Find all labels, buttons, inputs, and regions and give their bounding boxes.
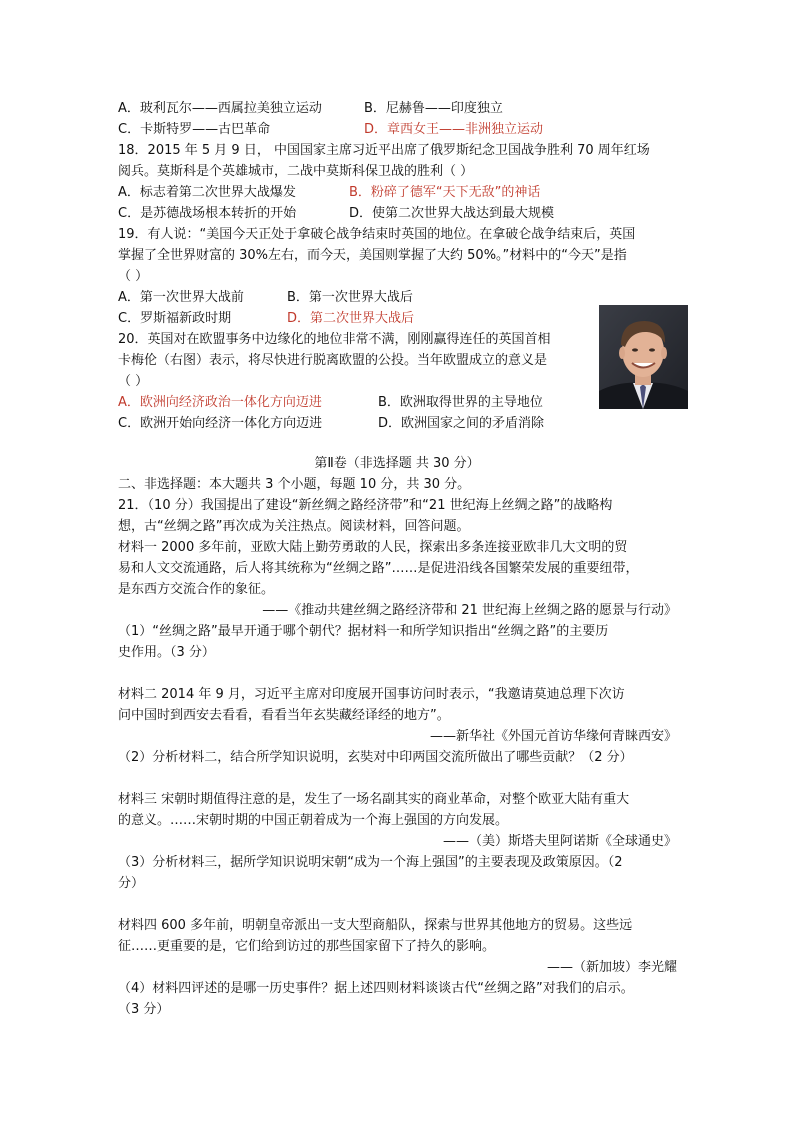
q19-stem-line2: 掌握了全世界财富的 30%左右，而今天，美国则掌握了大约 50%。”材料中的“今天”是指 [118, 248, 627, 263]
subquestion1-line1: （1）“丝绸之路”最早开通于哪个朝代？据材料一和所学知识指出“丝绸之路”的主要历 [118, 624, 609, 639]
subquestion2: （2）分析材料二，结合所学知识说明，玄奘对中印两国交流所做出了哪些贡献？（2 分） [118, 750, 633, 765]
material3-line1: 材料三 宋朝时期值得注意的是，发生了一场名副其实的商业革命，对整个欧亚大陆有重大 [118, 792, 630, 807]
q21-stem-line2: 想，古“丝绸之路”再次成为关注热点。阅读材料，回答问题。 [118, 519, 470, 534]
material3-source: ——（美）斯塔夫里阿诺斯《全球通史》 [442, 834, 677, 849]
q18-stem-line1: 18．2015 年 5 月 9 日， 中国国家主席习近平出席了俄罗斯纪念卫国战争胜利 70 周年红场 [118, 143, 650, 158]
q20-stem-line2: 卡梅伦（右图）表示，将尽快进行脱离欧盟的公投。当年欧盟成立的意义是 [118, 353, 548, 368]
part2-intro: 二、非选择题：本大题共 3 个小题，每题 10 分，共 30 分。 [118, 477, 471, 492]
q17-option-b: B．尼赫鲁——印度独立 [364, 101, 503, 116]
q19-option-a: A．第一次世界大战前 [118, 290, 244, 305]
material2-line2: 问中国时到西安去看看，看看当年玄奘藏经译经的地方”。 [118, 708, 450, 723]
q20-stem-line1: 20．英国对在欧盟事务中边缘化的地位非常不满，刚刚赢得连任的英国首相 [118, 332, 551, 347]
material1-line3: 是东西方交流合作的象征。 [118, 582, 275, 597]
material4-line1: 材料四 600 多年前，明朝皇帝派出一支大型商船队，探索与世界其他地方的贸易。这些远 [118, 918, 633, 933]
q20-option-c: C．欧洲开始向经济一体化方向迈进 [118, 416, 323, 431]
material1-line1: 材料一 2000 多年前，亚欧大陆上勤劳勇敢的人民，探索出多条连接亚欧非几大文明的贸 [118, 540, 628, 555]
material2-line1: 材料二 2014 年 9 月，习近平主席对印度展开国事访问时表示，“我邀请莫迪总理下次访 [118, 687, 625, 702]
portrait-illustration [599, 305, 688, 409]
q19-stem-line1: 19．有人说：“美国今天正处于拿破仑战争结束时英国的地位。在拿破仑战争结束后，英国 [118, 227, 636, 242]
q18-option-b-answer: B．粉碎了德军“天下无敌”的神话 [349, 185, 541, 200]
q19-stem-line3: （ ） [118, 269, 149, 284]
q18-option-d: D．使第二次世界大战达到最大规模 [349, 206, 555, 221]
material3-line2: 的意义。……宋朝时期的中国正朝着成为一个海上强国的方向发展。 [118, 813, 509, 828]
q21-stem-line1: 21．（10 分）我国提出了建设“新丝绸之路经济带”和“21 世纪海上丝绸之路”的战略构 [118, 498, 613, 513]
q17-option-c: C．卡斯特罗——古巴革命 [118, 122, 271, 137]
q19-option-c: C．罗斯福新政时期 [118, 311, 232, 326]
cameron-portrait-image [599, 305, 688, 409]
q17-option-a: A．玻利瓦尔——西属拉美独立运动 [118, 101, 322, 116]
q20-option-b: B．欧洲取得世界的主导地位 [378, 395, 543, 410]
q18-stem-line2: 阅兵。莫斯科是个英雄城市，二战中莫斯科保卫战的胜利（ ） [118, 164, 474, 179]
q17-option-d-answer: D．章西女王——非洲独立运动 [364, 122, 544, 137]
subquestion1-line2: 史作用。（3 分） [118, 645, 215, 660]
q19-option-d-answer: D．第二次世界大战后 [287, 311, 415, 326]
q20-stem-line3: （ ） [118, 374, 149, 389]
material2-source: ——新华社《外国元首访华缘何青睐西安》 [429, 729, 677, 744]
q20-option-a-answer: A．欧洲向经济政治一体化方向迈进 [118, 395, 322, 410]
material1-source: ——《推动共建丝绸之路经济带和 21 世纪海上丝绸之路的愿景与行动》 [262, 603, 677, 618]
q20-option-d: D．欧洲国家之间的矛盾消除 [378, 416, 545, 431]
q19-option-b: B．第一次世界大战后 [287, 290, 413, 305]
part2-title: 第Ⅱ卷（非选择题 共 30 分） [314, 456, 480, 471]
material4-line2: 征……更重要的是，它们给到访过的那些国家留下了持久的影响。 [118, 939, 496, 954]
material1-line2: 易和人文交流通路，后人将其统称为“丝绸之路”……是促进沿线各国繁荣发展的重要纽带， [118, 561, 639, 576]
subquestion3-line2: 分） [118, 876, 145, 891]
subquestion4-line1: （4）材料四评述的是哪一历史事件？据上述四则材料谈谈古代“丝绸之路”对我们的启示。 [118, 981, 634, 996]
material4-source: ——（新加坡）李光耀 [546, 960, 677, 975]
subquestion4-line2: （3 分） [118, 1002, 170, 1017]
q18-option-c: C．是苏德战场根本转折的开始 [118, 206, 297, 221]
subquestion3-line1: （3）分析材料三，据所学知识说明宋朝“成为一个海上强国”的主要表现及政策原因。（2 [118, 855, 623, 870]
q18-option-a: A．标志着第二次世界大战爆发 [118, 185, 296, 200]
